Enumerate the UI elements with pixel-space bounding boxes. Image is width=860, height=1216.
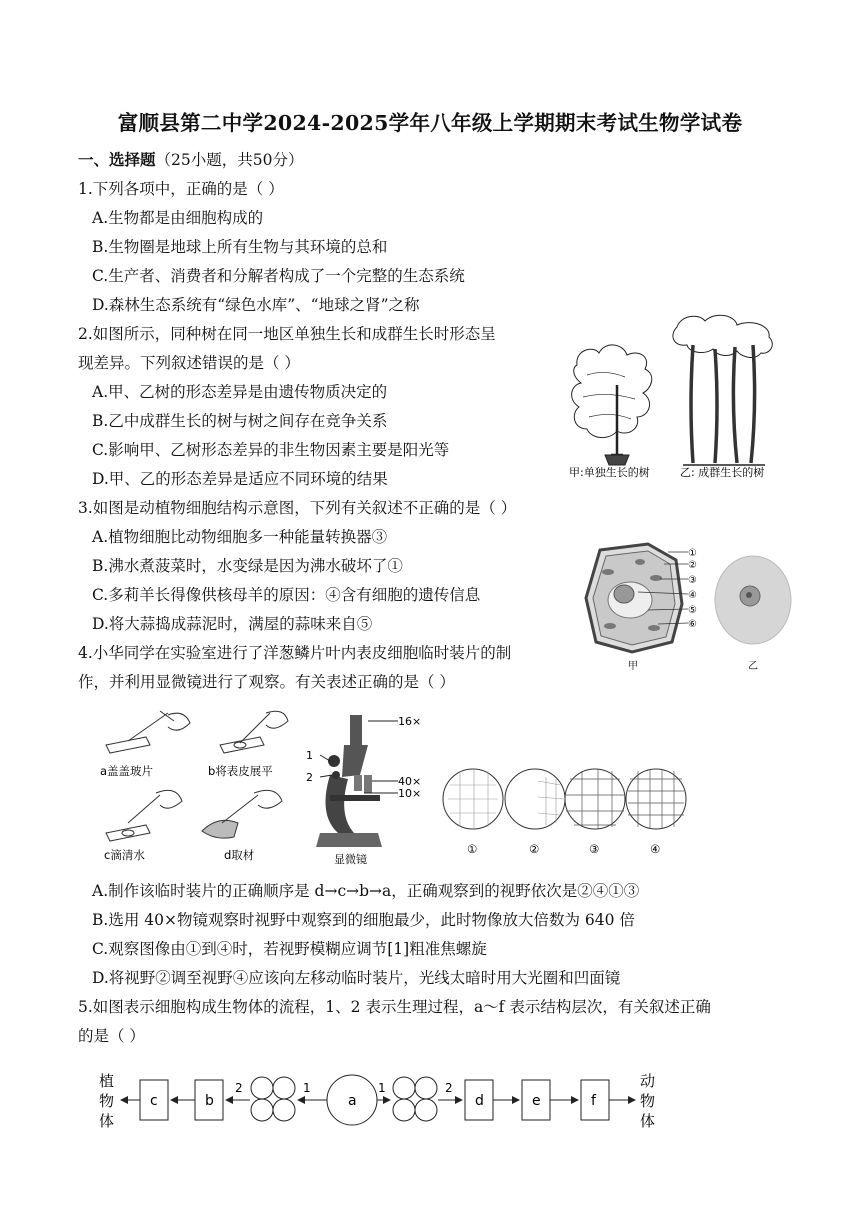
step-d-illustration [202, 790, 282, 838]
microscope-views [443, 769, 686, 829]
microscope-obj1-label: 40× [398, 775, 422, 788]
section-title: 一、选择题 [78, 150, 156, 169]
q4-option-a[interactable]: A.制作该临时装片的正确顺序是 d→c→b→a，正确观察到的视野依次是②④①③ [92, 882, 640, 900]
q1-option-c[interactable]: C.生产者、消费者和分解者构成了一个完整的生态系统 [92, 267, 465, 285]
box-d-label: d [475, 1093, 484, 1109]
q2-option-c[interactable]: C.影响甲、乙树形态差异的非生物因素主要是阳光等 [92, 441, 450, 459]
q5-stem-line2: 的是（ ） [78, 1027, 145, 1045]
process-label-1-left: 1 [303, 1081, 311, 1095]
q3-option-a[interactable]: A.植物细胞比动物细胞多一种能量转换器③ [92, 528, 388, 546]
step-b-label: b将表皮展平 [208, 764, 273, 778]
q4-option-b[interactable]: B.选用 40×物镜观察时视野中观察到的细胞最少，此时物像放大倍数为 640 倍 [92, 911, 635, 929]
view-label-2: ② [529, 842, 540, 856]
q5-flow-figure [95, 1066, 685, 1146]
q3-cell-figure [578, 542, 808, 672]
q3-option-d[interactable]: D.将大蒜捣成蒜泥时，满屋的蒜味来自⑤ [92, 615, 373, 633]
plant-label-1: 植 [99, 1072, 115, 1090]
q3-option-b[interactable]: B.沸水煮菠菜时，水变绿是因为沸水破坏了① [92, 557, 403, 575]
step-d-label: d取材 [224, 848, 255, 862]
microscope-eyepiece-label: 16× [398, 715, 422, 728]
q3-stem: 3.如图是动植物细胞结构示意图，下列有关叙述不正确的是（ ） [78, 499, 517, 517]
step-b-illustration [220, 711, 288, 753]
animal-label-3: 体 [640, 1112, 656, 1130]
q2-fig-right-caption: 乙: 成群生长的树 [680, 466, 765, 479]
process-label-1-right: 1 [378, 1081, 386, 1095]
step-a-label: a盖盖玻片 [100, 764, 154, 778]
q2-stem-line1: 2.如图所示，同种树在同一地区单独生长和成群生长时形态呈 [78, 325, 496, 343]
microscope-obj2-label: 10× [398, 787, 422, 800]
step-c-illustration [106, 790, 182, 841]
q2-tree-figure [565, 305, 785, 485]
cell-label-5: ⑤ [688, 605, 697, 616]
solitary-tree [572, 345, 652, 465]
q1-option-b[interactable]: B.生物圈是地球上所有生物与其环境的总和 [92, 238, 388, 256]
view-label-4: ④ [650, 842, 661, 856]
q3-fig-left-caption: 甲 [628, 661, 638, 672]
box-e-label: e [532, 1093, 541, 1109]
microscope-knob1-label: 1 [306, 749, 313, 762]
microscope [316, 715, 398, 847]
step-a-illustration [106, 711, 190, 753]
section-heading [78, 150, 303, 170]
view-label-1: ① [467, 842, 478, 856]
q1-stem: 1.下列各项中，正确的是（ ） [78, 180, 284, 198]
plant-cell [586, 544, 682, 652]
q1-option-d[interactable]: D.森林生态系统有“绿色水库”、“地球之肾”之称 [92, 296, 420, 314]
process-label-2-left: 2 [235, 1081, 243, 1095]
q4-option-d[interactable]: D.将视野②调至视野④应该向左移动临时装片，光线太暗时用大光圈和凹面镜 [92, 969, 621, 987]
q4-option-c[interactable]: C.观察图像由①到④时，若视野模糊应调节[1]粗准焦螺旋 [92, 940, 487, 958]
q2-option-a[interactable]: A.甲、乙树的形态差异是由遗传物质决定的 [92, 383, 388, 401]
q4-stem-line2: 作，并利用显微镜进行了观察。有关表述正确的是（ ） [78, 673, 455, 691]
q3-fig-right-caption: 乙 [748, 661, 758, 672]
q2-option-b[interactable]: B.乙中成群生长的树与树之间存在竞争关系 [92, 412, 388, 430]
q2-stem-line2: 现差异。下列叙述错误的是（ ） [78, 354, 300, 372]
grouped-trees [673, 315, 772, 465]
section-note: （25小题，共50分） [155, 151, 304, 169]
view-label-3: ③ [589, 842, 600, 856]
box-c-label: c [150, 1093, 158, 1109]
animal-label-2: 物 [640, 1092, 656, 1110]
cell-label-3: ③ [688, 575, 697, 586]
q4-stem-line1: 4.小华同学在实验室进行了洋葱鳞片叶内表皮细胞临时装片的制 [78, 644, 512, 662]
box-f-label: f [591, 1093, 596, 1109]
q4-figure [98, 705, 708, 870]
process-label-2-right: 2 [445, 1081, 453, 1095]
plant-label-3: 体 [99, 1112, 115, 1130]
cell-a-label: a [348, 1093, 357, 1109]
q3-option-c[interactable]: C.多莉羊长得像供核母羊的原因：④含有细胞的遗传信息 [92, 586, 481, 604]
q2-option-d[interactable]: D.甲、乙的形态差异是适应不同环境的结果 [92, 470, 388, 488]
q1-option-a[interactable]: A.生物都是由细胞构成的 [92, 209, 264, 227]
step-c-label: c滴清水 [104, 848, 145, 862]
cell-label-4: ④ [688, 590, 697, 601]
cell-label-6: ⑥ [688, 619, 697, 630]
animal-cell [715, 556, 791, 644]
box-b-label: b [205, 1093, 214, 1109]
animal-label-1: 动 [640, 1072, 656, 1090]
microscope-knob2-label: 2 [306, 771, 313, 784]
microscope-caption: 显微镜 [334, 853, 367, 866]
plant-label-2: 物 [99, 1092, 115, 1110]
q5-stem-line1: 5.如图表示细胞构成生物体的流程，1、2 表示生理过程，a～f 表示结构层次，有关叙述正确 [78, 998, 711, 1016]
cell-label-1: ① [688, 548, 697, 559]
cell-label-2: ② [688, 560, 697, 571]
q2-fig-left-caption: 甲:单独生长的树 [569, 466, 650, 479]
page-title: 富顺县第二中学2024-2025学年八年级上学期期末考试生物学试卷 [117, 111, 743, 135]
